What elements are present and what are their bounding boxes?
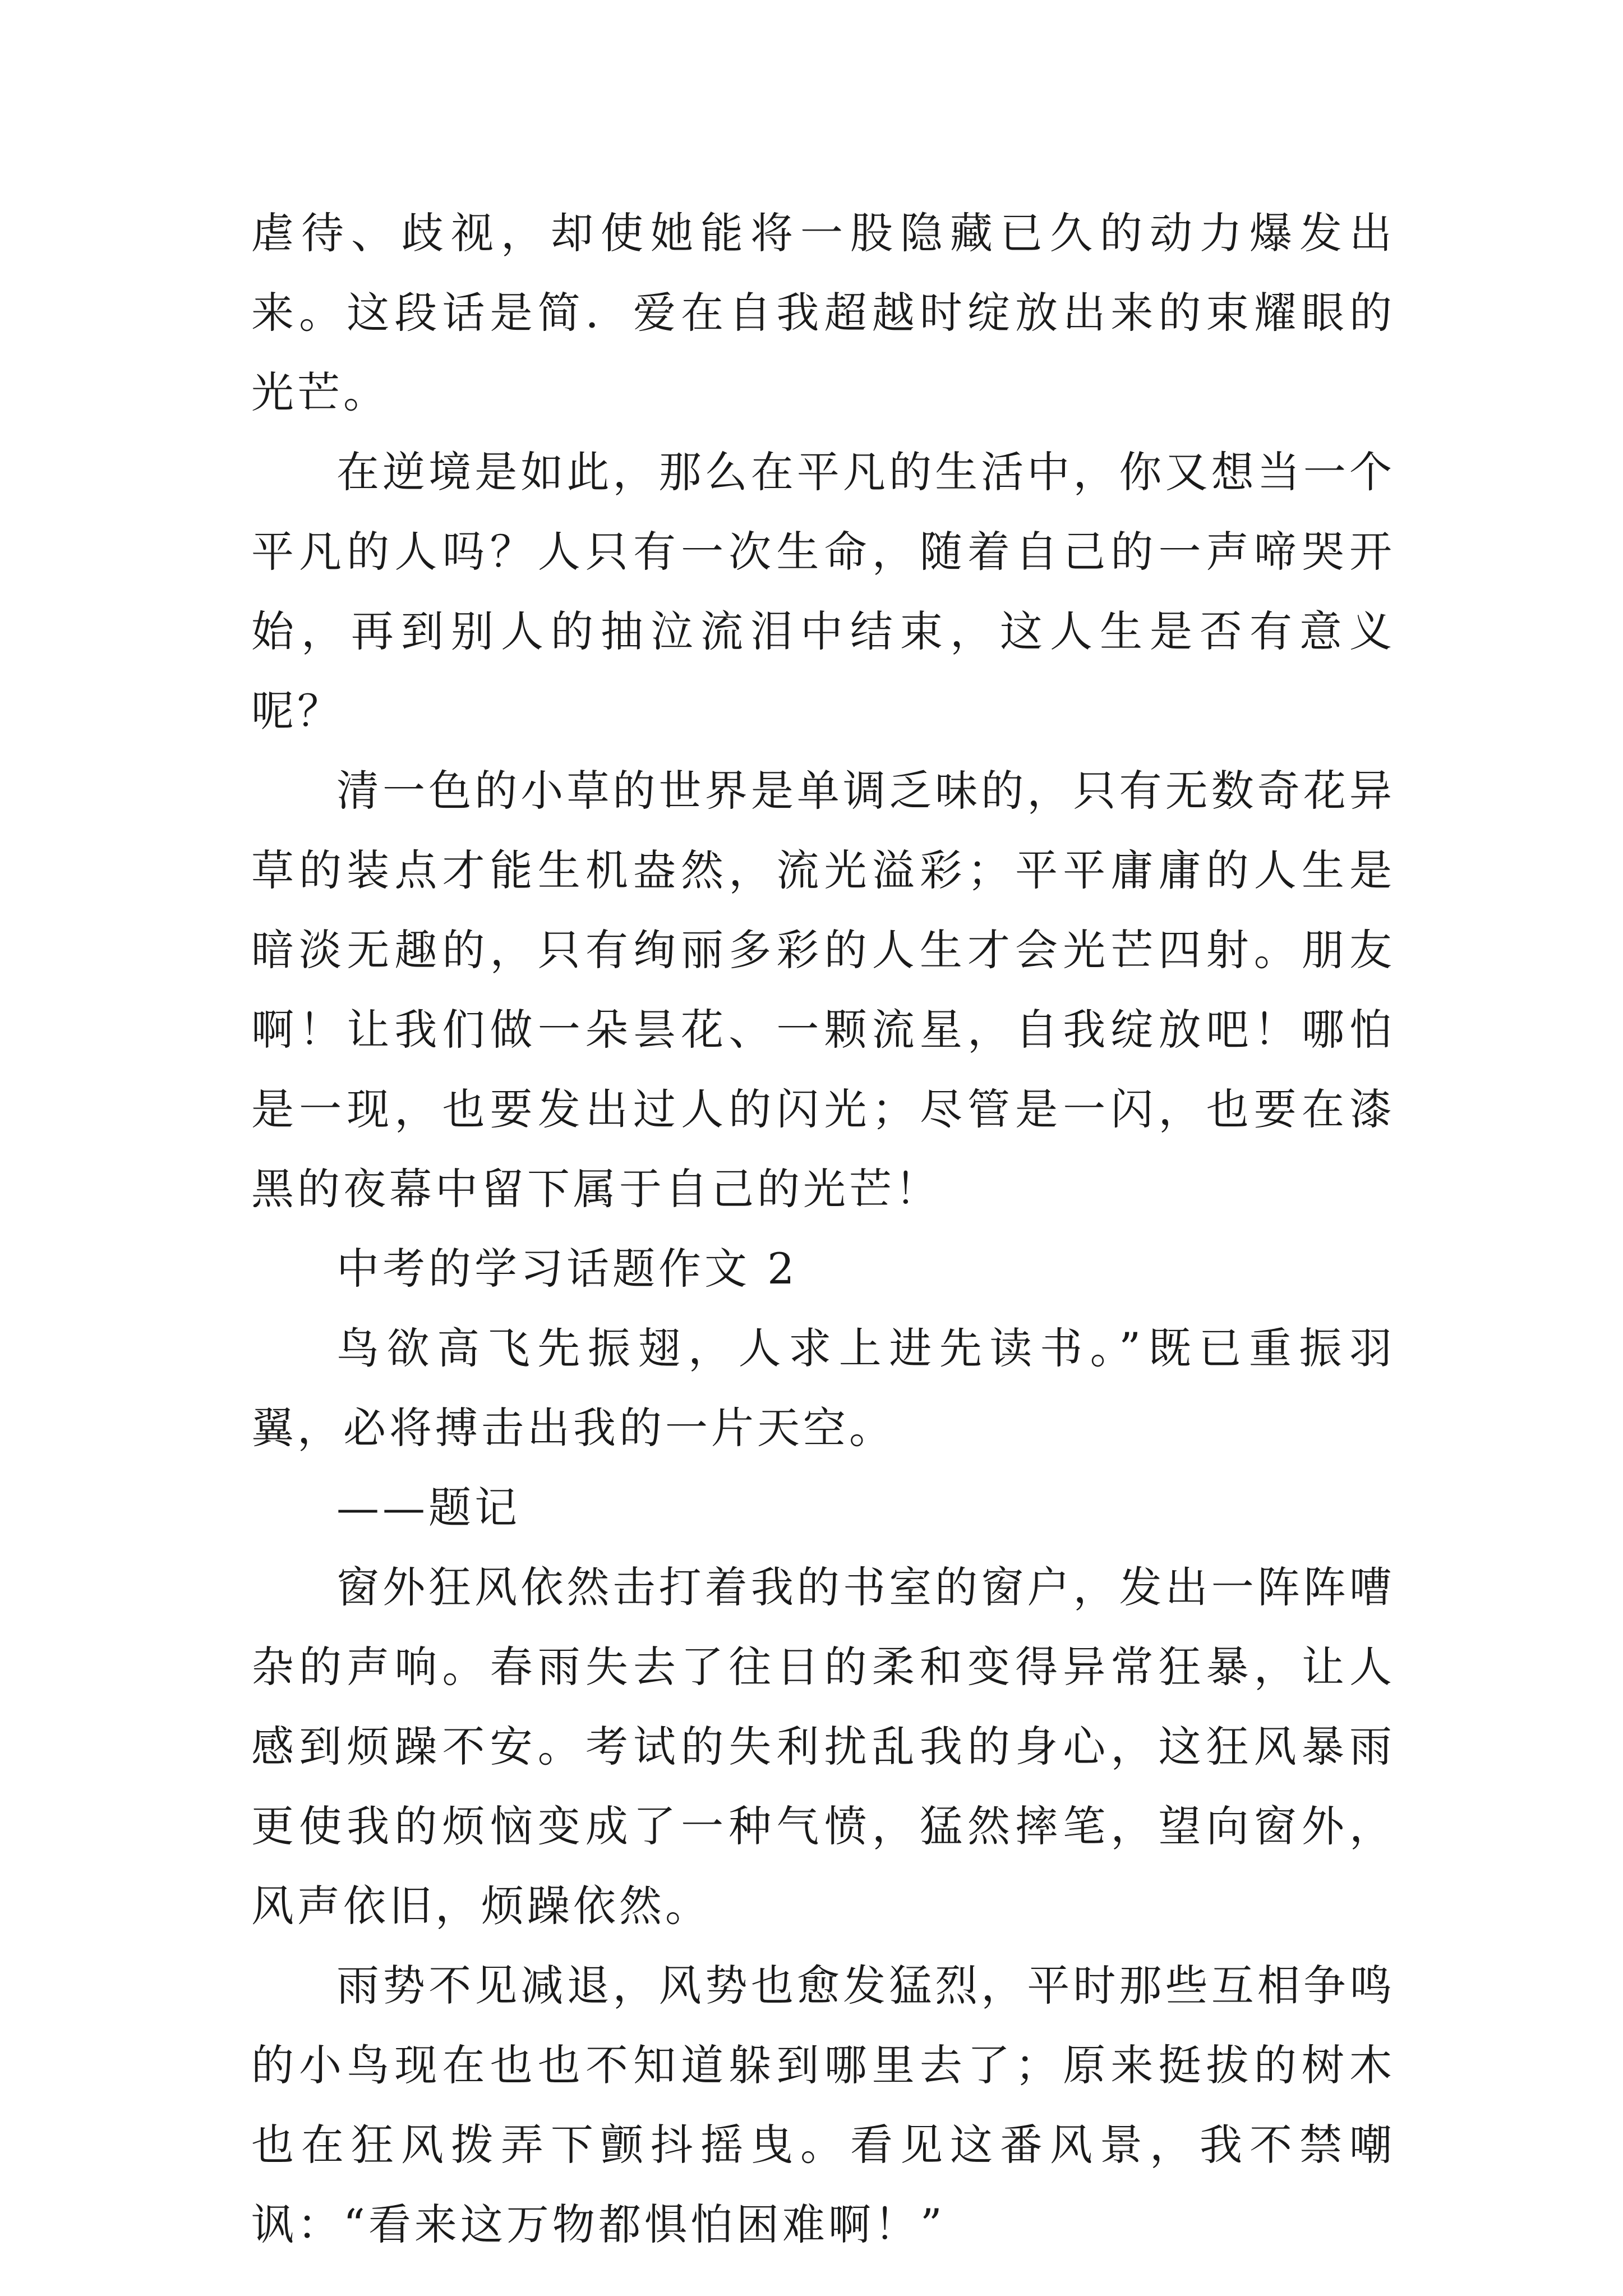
epigraph-attribution: ——题记 — [336, 1483, 520, 1533]
document-body — [251, 194, 1395, 2265]
paragraph-4: 窗外狂风依然击打着我的书室的窗户，发出一阵阵嘈杂的声响。春雨失去了往日的柔和变得异常狂暴，让人感到烦躁不安。考试的失利扰乱我的身心，这狂风暴雨更使我的烦恼变成了一种气愤，猛然摔笔，望向窗外，风声依旧，烦躁依然。 — [251, 1562, 1395, 1931]
paragraph-5: 雨势不见减退，风势也愈发猛烈，平时那些互相争鸣的小鸟现在也也不知道躲到哪里去了；原来挺拔的树木也在狂风拨弄下颤抖摇曳。看见这番风景，我不禁嘲讽：“看来这万物都惧怕困难啊！” — [251, 1961, 1395, 2249]
paragraph-3: 清一色的小草的世界是单调乏味的，只有无数奇花异草的装点才能生机盎然，流光溢彩；平平庸庸的人生是暗淡无趣的，只有绚丽多彩的人生才会光芒四射。朋友啊！让我们做一朵昙花、一颗流星，自我绽放吧！哪怕是一现，也要发出过人的闪光；尽管是一闪，也要在漆黑的夜幕中留下属于自己的光芒！ — [251, 766, 1395, 1214]
section-heading: 中考的学习话题作文 2 — [336, 1244, 798, 1294]
epigraph-quote: 鸟欲高飞先振翅，人求上进先读书。”既已重振羽翼，必将搏击出我的一片天空。 — [251, 1323, 1395, 1453]
paragraph-2: 在逆境是如此，那么在平凡的生活中，你又想当一个平凡的人吗？人只有一次生命，随着自己的一声啼哭开始，再到别人的抽泣流泪中结束，这人生是否有意义呢？ — [251, 447, 1395, 736]
paragraph-1: 虐待、歧视，却使她能将一股隐藏已久的动力爆发出来。这段话是简．爱在自我超越时绽放出来的束耀眼的光芒。 — [251, 208, 1395, 417]
